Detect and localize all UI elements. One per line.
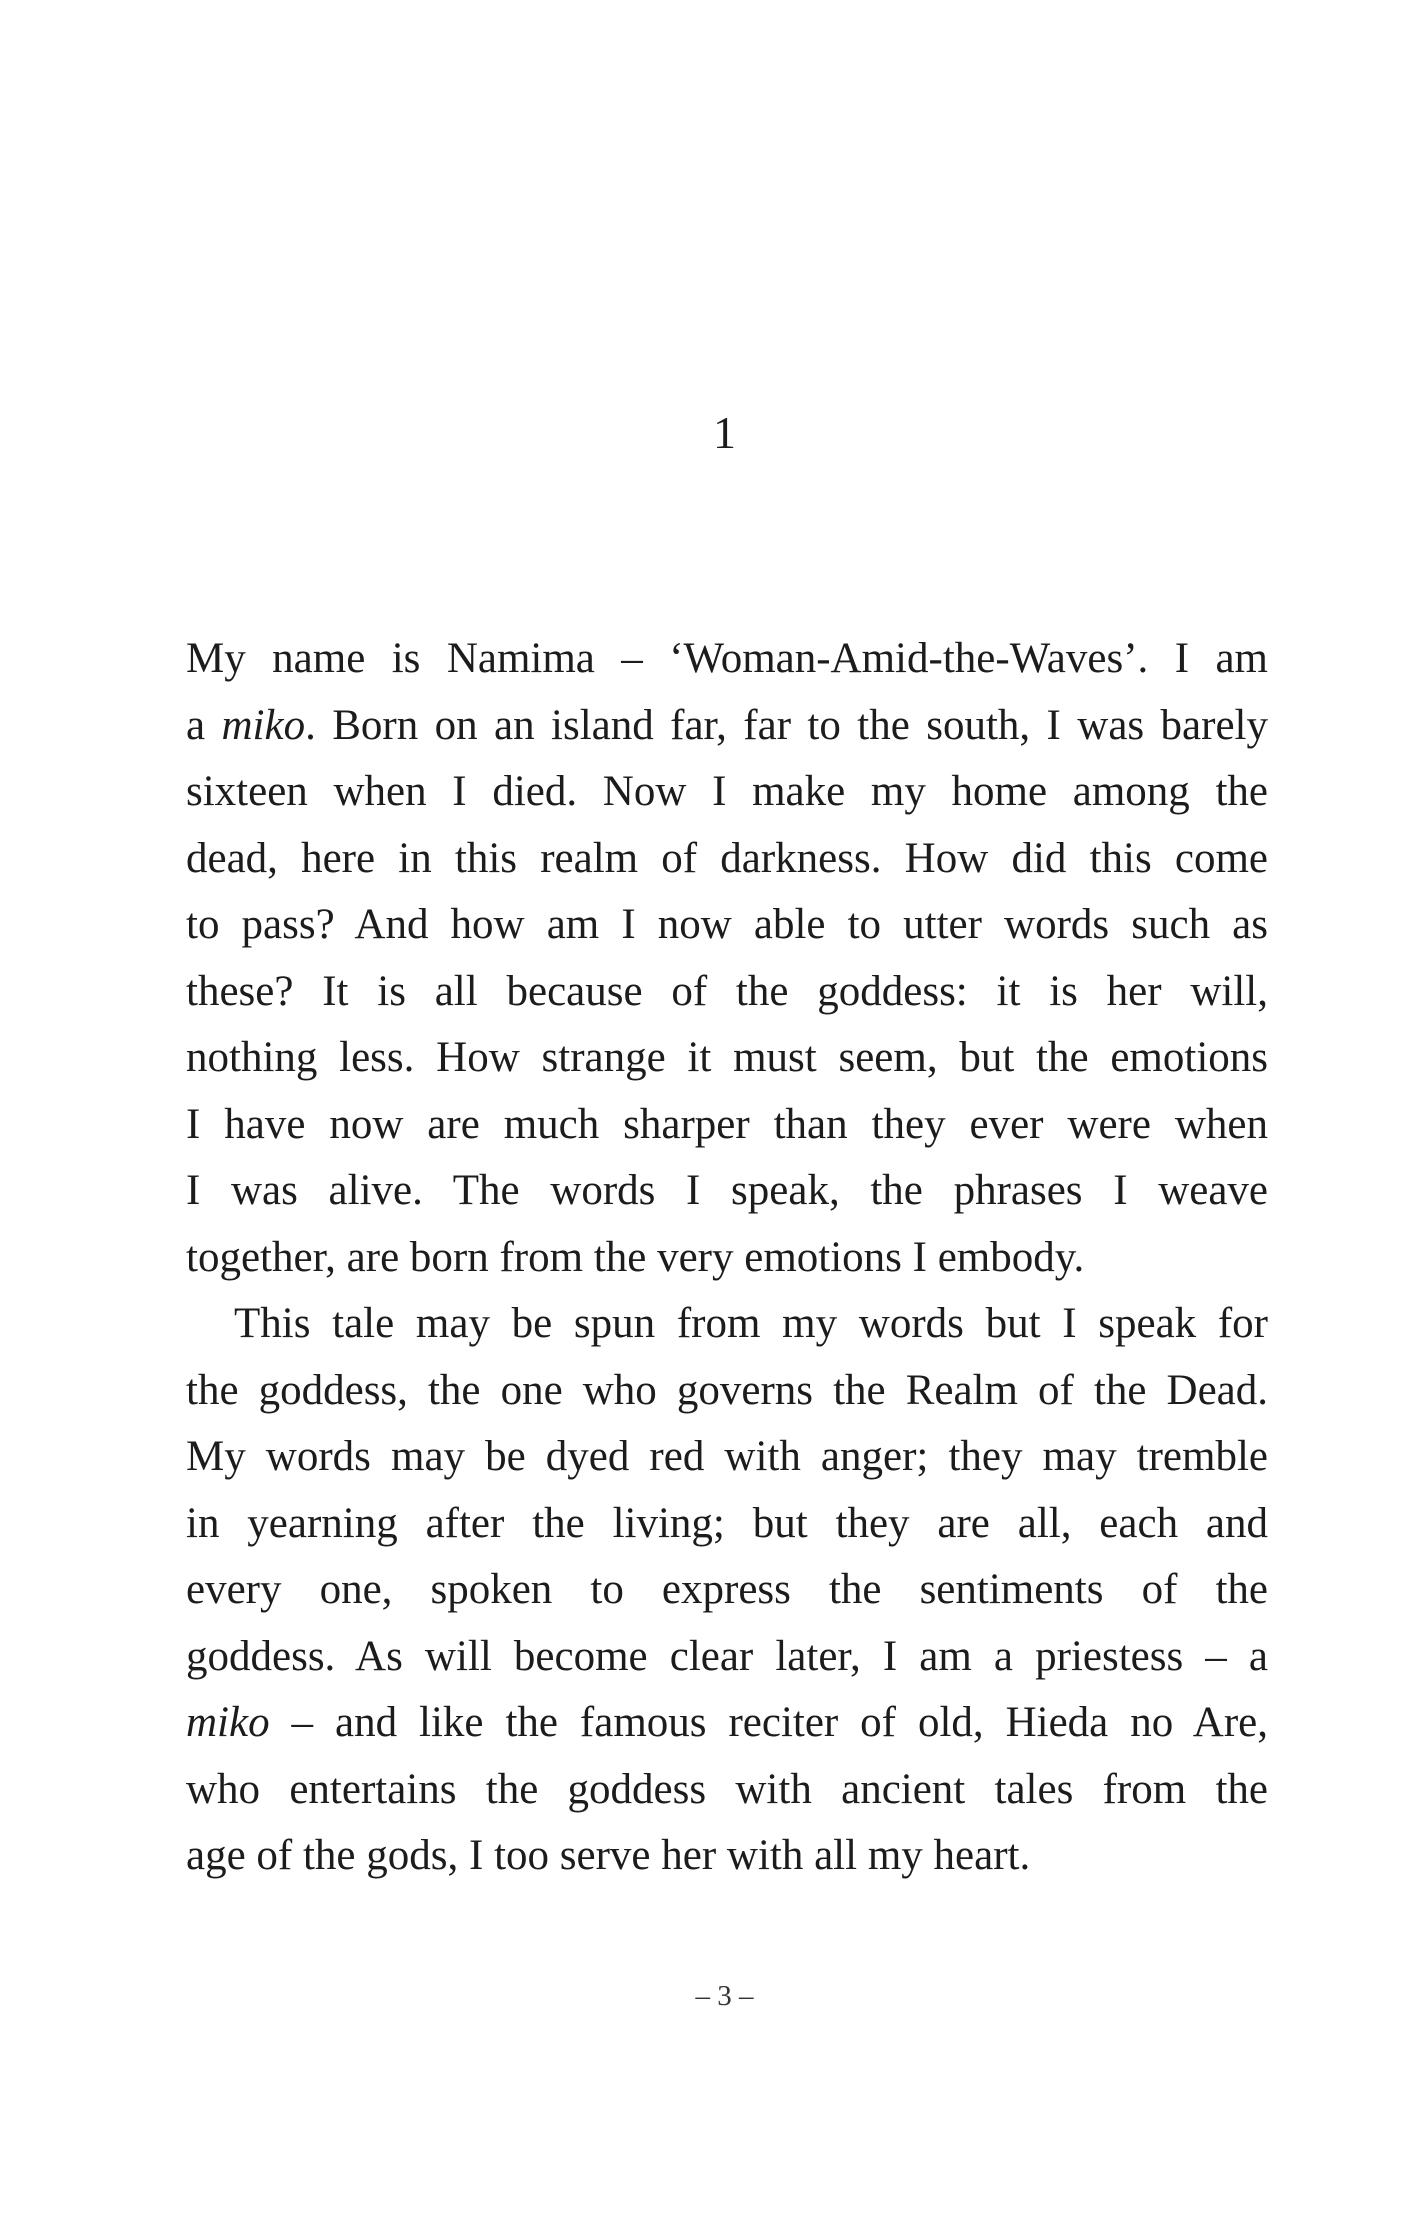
text-segment: age of the gods, I too serve her with all my heart. bbox=[186, 1832, 1031, 1879]
text-line bbox=[186, 1424, 1268, 1491]
body-text bbox=[186, 626, 1268, 1890]
text-line bbox=[186, 693, 1268, 760]
paragraph bbox=[186, 626, 1268, 1291]
page-number: – 3 – bbox=[695, 1980, 754, 2012]
text-segment: these? It is all because of the goddess: it is her will, bbox=[186, 967, 1268, 1015]
text-line bbox=[186, 1225, 1268, 1292]
text-line bbox=[186, 1624, 1268, 1691]
text-segment: My name is Namima – ‘Woman-Amid-the-Waves’. I am bbox=[186, 635, 1268, 682]
paragraph bbox=[186, 1291, 1268, 1890]
text-line bbox=[186, 1491, 1268, 1558]
text-line bbox=[186, 626, 1268, 693]
text-segment: I have now are much sharper than they ever were when bbox=[186, 1100, 1268, 1148]
text-segment: I was alive. The words I speak, the phrases I weave bbox=[186, 1167, 1268, 1214]
italic-term: miko bbox=[186, 1699, 270, 1746]
text-segment: nothing less. How strange it must seem, but the emotions bbox=[186, 1034, 1268, 1081]
text-line bbox=[186, 1092, 1268, 1159]
text-segment: sixteen when I died. Now I make my home among the bbox=[186, 768, 1268, 815]
text-segment: every one, spoken to express the sentiments of the bbox=[186, 1566, 1268, 1613]
text-line bbox=[186, 1025, 1268, 1092]
text-line bbox=[186, 1757, 1268, 1824]
text-line bbox=[186, 892, 1268, 959]
text-line bbox=[186, 1823, 1268, 1890]
text-line bbox=[186, 1557, 1268, 1624]
text-segment: the goddess, the one who governs the Realm of the Dead. bbox=[186, 1366, 1268, 1414]
text-segment: – and like the famous reciter of old, Hieda no Are, bbox=[269, 1699, 1268, 1746]
text-segment: together, are born from the very emotions I embody. bbox=[186, 1233, 1085, 1281]
text-segment: . Born on an island far, far to the south, I was barely bbox=[305, 701, 1268, 749]
italic-term: miko bbox=[221, 701, 306, 749]
text-segment: to pass? And how am I now able to utter words such as bbox=[186, 901, 1268, 948]
text-line bbox=[186, 1690, 1268, 1757]
text-line bbox=[186, 1291, 1268, 1358]
text-segment: My words may be dyed red with anger; they may tremble bbox=[186, 1433, 1268, 1480]
text-line bbox=[186, 1358, 1268, 1425]
text-line bbox=[186, 826, 1268, 893]
text-line bbox=[186, 1158, 1268, 1225]
text-segment: who entertains the goddess with ancient tales from the bbox=[186, 1765, 1268, 1813]
text-segment: in yearning after the living; but they are all, each and bbox=[186, 1499, 1268, 1547]
text-segment: This tale may be spun from my words but I speak for bbox=[234, 1300, 1268, 1347]
text-line bbox=[186, 959, 1268, 1026]
text-segment: a bbox=[186, 701, 222, 749]
chapter-number: 1 bbox=[713, 407, 736, 458]
text-segment: dead, here in this realm of darkness. How did this come bbox=[186, 834, 1268, 882]
text-line bbox=[186, 759, 1268, 826]
text-segment: goddess. As will become clear later, I am a priestess – a bbox=[186, 1632, 1268, 1680]
